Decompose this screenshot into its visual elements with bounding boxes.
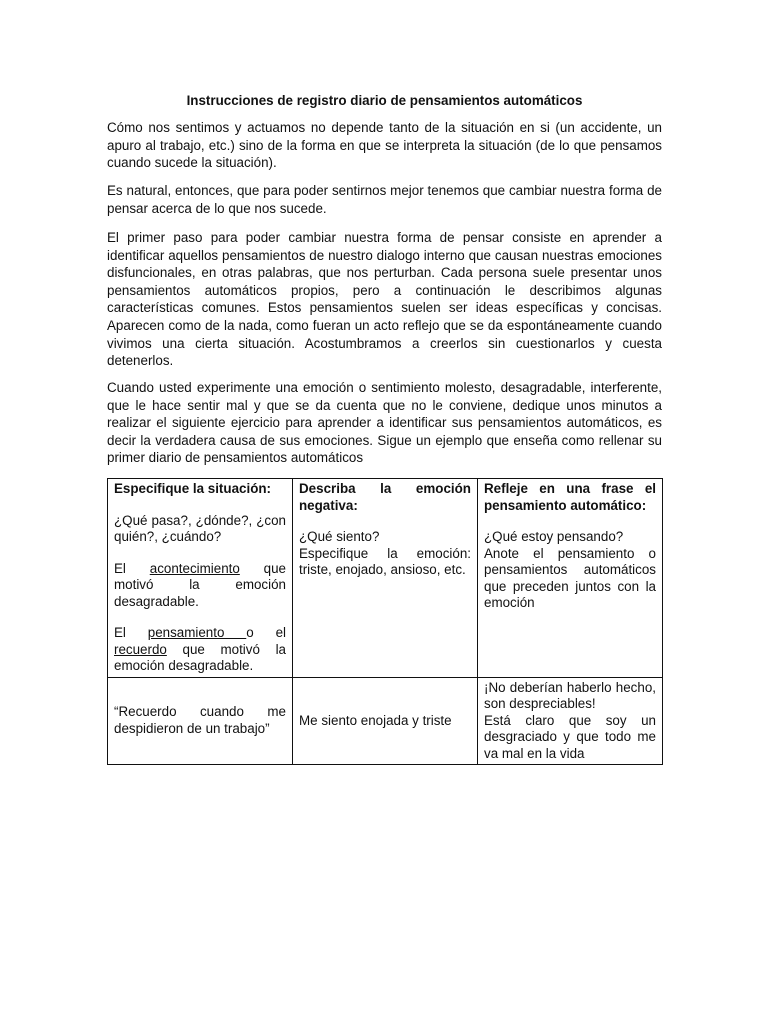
example-emotion: Me siento enojada y triste	[299, 712, 452, 728]
situation-header: Especifique la situación:	[114, 481, 272, 496]
example-situation-cell	[108, 677, 293, 765]
situation-cell	[108, 479, 293, 678]
emotion-cell	[293, 479, 478, 678]
automatic-thought-detail: Anote el pensamiento o pensamientos automáticos que preceden juntos con la emoción	[484, 545, 656, 610]
event-underlined: acontecimiento	[149, 560, 240, 576]
example-thought-1: ¡No deberían haberlo hecho, son despreciables!	[484, 679, 656, 711]
emotion-header: Describa la emoción negativa:	[299, 481, 471, 513]
automatic-thought-question: ¿Qué estoy pensando?	[484, 529, 624, 544]
thought-record-table	[107, 478, 663, 765]
thought-suffix: que motivó la emoción desagradable.	[114, 641, 286, 673]
situation-questions: ¿Qué pasa?, ¿dónde?, ¿con quién?, ¿cuándo?	[114, 512, 286, 544]
example-thought-2: Está claro que soy un desgraciado y que todo me va mal en la vida	[484, 712, 656, 761]
situation-thought-line	[114, 625, 286, 675]
emotion-detail: Especifique la emoción: triste, enojado, ansioso, etc.	[299, 545, 471, 577]
paragraph-instructions: Cuando usted experimente una emoción o sentimiento molesto, desagradable, interferente, que le hace sentir mal y que se da cuenta que no le conviene, dedique unos minutos a realizar el siguiente ejercicio para aprender a identificar sus pensamientos automáticos, es decir la verdadera causa de sus emociones. Sigue un ejemplo que enseña como rellenar su primer diario de pensamientos automáticos	[107, 380, 662, 466]
automatic-thought-cell	[478, 479, 663, 678]
paragraph-first-step: El primer paso para poder cambiar nuestra forma de pensar consiste en aprender a identificar aquellos pensamientos de nuestro dialogo interno que causan nuestras emociones disfuncionales, en otras palabras, que nos perturban. Cada persona suele presentar unos pensamientos automáticos propios, pero a continuación le describimos algunas características comunes. Estos pensamientos suelen ser ideas específicas y concisas. Aparecen como de la nada, como fueran un acto reflejo que se da espontáneamente cuando vivimos una cierta situación. Acostumbramos a creerlos sin cuestionarlos y cuesta detenerlos.	[107, 230, 662, 369]
example-situation: “Recuerdo cuando me despidieron de un trabajo”	[114, 704, 286, 736]
situation-event-line	[114, 561, 286, 611]
automatic-thought-header: Refleje en una frase el pensamiento automático:	[484, 481, 656, 513]
memory-underlined: recuerdo	[114, 641, 167, 657]
example-emotion-cell	[293, 677, 478, 765]
table-header-row	[108, 479, 663, 678]
thought-middle: o el	[246, 625, 286, 640]
example-thought-cell	[478, 677, 663, 765]
document-title: Instrucciones de registro diario de pensamientos automáticos	[186, 93, 583, 108]
paragraph-natural: Es natural, entonces, que para poder sentirnos mejor tenemos que cambiar nuestra forma de pensar acerca de lo que nos sucede.	[107, 183, 662, 216]
event-prefix: El	[114, 560, 150, 576]
emotion-question: ¿Qué siento?	[299, 529, 380, 544]
thought-prefix: El	[114, 625, 148, 640]
table-example-row	[108, 677, 663, 765]
thought-underlined: pensamiento	[147, 625, 247, 640]
paragraph-intro: Cómo nos sentimos y actuamos no depende tanto de la situación en si (un accidente, un apuro al trabajo, etc.) sino de la forma en que se interpreta la situación (de lo que pensamos cuando sucede la situación).	[107, 120, 662, 171]
event-suffix: que motivó la emoción desagradable.	[114, 560, 286, 609]
